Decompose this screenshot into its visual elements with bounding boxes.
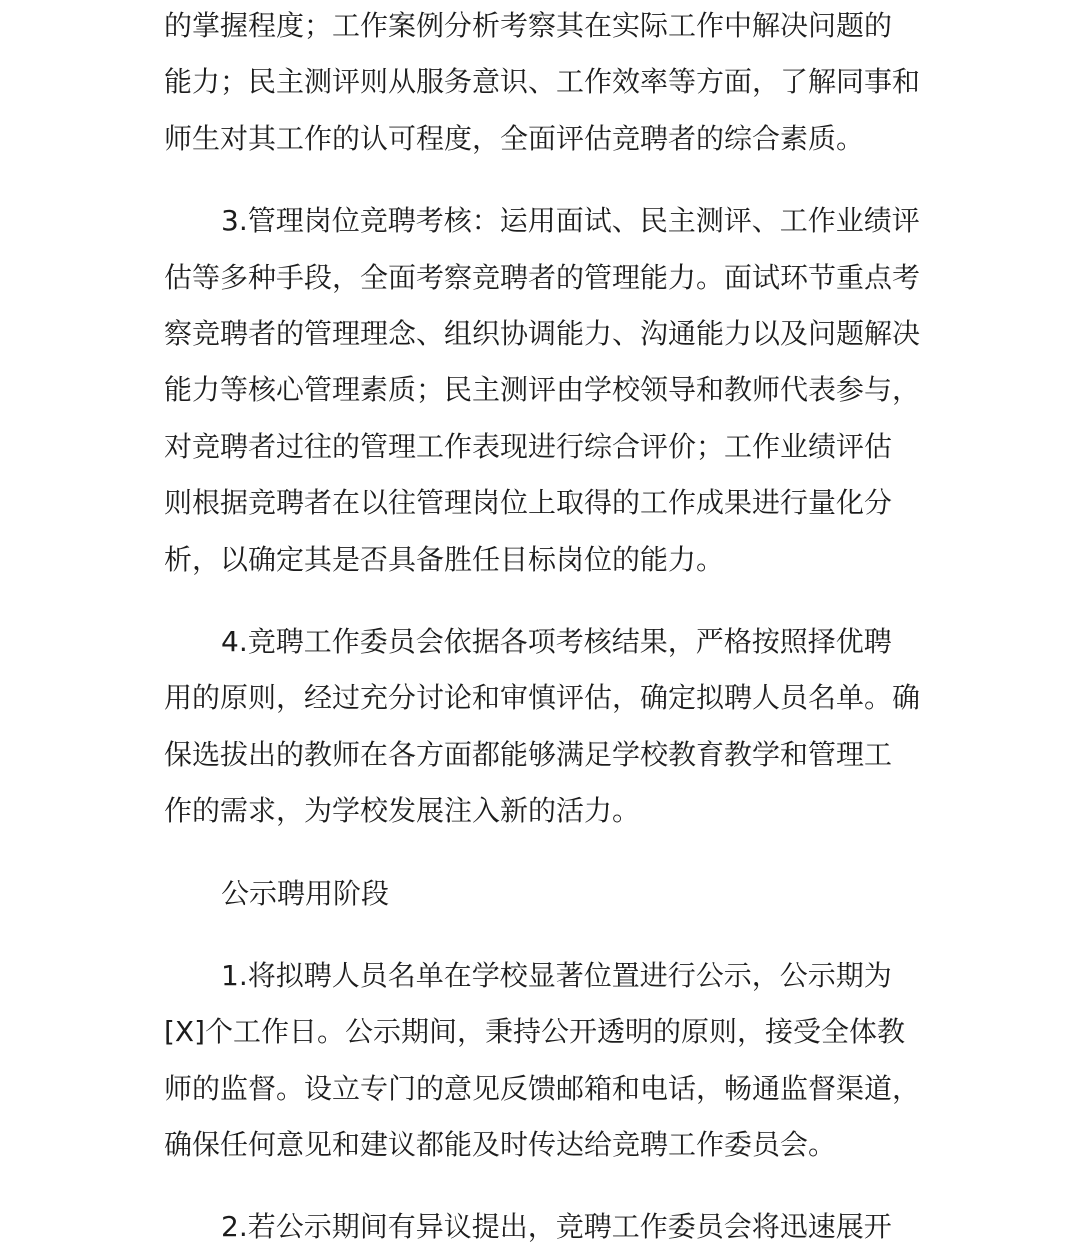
text-line: 能力等核心管理素质；民主测评由学校领导和教师代表参与， <box>164 373 921 406</box>
text-line: 析，以确定其是否具备胜任目标岗位的能力。 <box>164 543 725 576</box>
text-line: 则根据竞聘者在以往管理岗位上取得的工作成果进行量化分 <box>164 486 893 519</box>
text-line: [X]个工作日。公示期间，秉持公开透明的原则，接受全体教 <box>164 1015 906 1048</box>
text-line: 对竞聘者过往的管理工作表现进行综合评价；工作业绩评估 <box>164 430 893 463</box>
paragraph-first-line: 2.若公示期间有异议提出，竞聘工作委员会将迅速展开 <box>221 1210 892 1243</box>
text-line: 能力；民主测评则从服务意识、工作效率等方面，了解同事和 <box>164 65 921 98</box>
text-line: 师的监督。设立专门的意见反馈邮箱和电话，畅通监督渠道， <box>164 1072 921 1105</box>
text-line: 确保任何意见和建议都能及时传达给竞聘工作委员会。 <box>164 1128 837 1161</box>
text-line: 察竞聘者的管理理念、组织协调能力、沟通能力以及问题解决 <box>164 317 921 350</box>
text-line: 用的原则，经过充分讨论和审慎评估，确定拟聘人员名单。确 <box>164 681 921 714</box>
text-line: 作的需求，为学校发展注入新的活力。 <box>164 794 641 827</box>
paragraph-first-line: 3.管理岗位竞聘考核：运用面试、民主测评、工作业绩评 <box>221 204 920 237</box>
section-heading: 公示聘用阶段 <box>221 877 390 910</box>
text-line: 估等多种手段，全面考察竞聘者的管理能力。面试环节重点考 <box>164 261 921 294</box>
text-line: 师生对其工作的认可程度，全面评估竞聘者的综合素质。 <box>164 122 865 155</box>
text-line: 保选拔出的教师在各方面都能够满足学校教育教学和管理工 <box>164 738 893 771</box>
paragraph-first-line: 4.竞聘工作委员会依据各项考核结果，严格按照择优聘 <box>221 625 892 658</box>
paragraph-first-line: 1.将拟聘人员名单在学校显著位置进行公示，公示期为 <box>221 959 892 992</box>
text-line: 的掌握程度；工作案例分析考察其在实际工作中解决问题的 <box>164 9 893 42</box>
